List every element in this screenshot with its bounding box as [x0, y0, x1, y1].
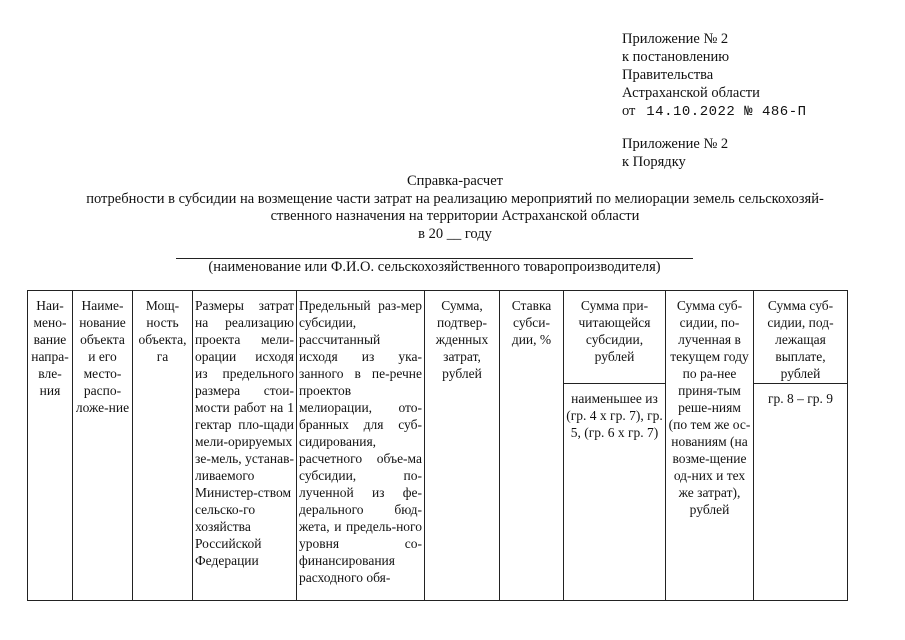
appendix-date-number: 14.10.2022 № 486-П — [646, 104, 807, 120]
appendix-order — [622, 135, 728, 171]
appendix-order-ref: к Порядку — [622, 154, 686, 170]
doc-title: Справка-расчет — [407, 173, 503, 189]
header-max-subsidy: Предельный раз-мер субсидии, рассчитанный исходя из ука-занного в пе-речне проектов мелиорации, ото-бранных для суб-сидирования, расчетного объе-ма субсидии, по-лученной из фе-дерального бюд-жета, и предель-ного уровня со-финансирования расходного обя- — [297, 291, 425, 601]
doc-title-year: в 20 __ году — [418, 226, 492, 242]
header-capacity: Мощ-ность объекта, га — [133, 291, 193, 601]
header-object: Наиме-нование объекта и его место-распо-ложе-ние — [73, 291, 133, 601]
appendix-to-resolution: к постановлению — [622, 49, 730, 65]
appendix-government: Правительства — [622, 67, 714, 83]
appendix-order-number: Приложение № 2 — [622, 136, 729, 152]
calculation-table — [27, 290, 848, 601]
header-subsidy-rate: Ставка субси-дии, % — [500, 291, 564, 601]
header-due-subsidy: Сумма при-читающейся субсидии, рублей — [564, 291, 666, 384]
header-confirmed-costs: Сумма, подтвер-жденных затрат, рублей — [425, 291, 500, 601]
header-cost-size: Размеры затрат на реализацию проекта мели-орации исходя из предельного размера стои-мости работ на 1 гектар пло-щади мели-орируемых зе-мель, устанав-ливаемого Министер-ством сельско-го хозяйства Российской Федерации — [193, 291, 297, 601]
header-received-subsidy: Сумма суб-сидии, по-лученная в текущем году по ра-нее приня-тым реше-ниям (по тем же ос-нованиям (на возме-щение од-них и тех же затрат), рублей — [666, 291, 754, 601]
formula-due-subsidy: наименьшее из (гр. 4 х гр. 7), гр. 5, (гр. 6 х гр. 7) — [564, 384, 666, 601]
appendix-date-line — [622, 102, 807, 121]
formula-payable-subsidy: гр. 8 – гр. 9 — [754, 384, 848, 601]
producer-caption: (наименование или Ф.И.О. сельскохозяйственного товаропроизводителя) — [208, 259, 661, 275]
doc-title-line3: ственного назначения на территории Астраханской области — [270, 208, 640, 224]
appendix-header — [622, 30, 807, 121]
header-payable-subsidy: Сумма суб-сидии, под-лежащая выплате, рублей — [754, 291, 848, 384]
appendix-date-prefix: от — [622, 103, 636, 119]
appendix-number: Приложение № 2 — [622, 31, 729, 47]
doc-title-line2: потребности в субсидии на возмещение части затрат на реализацию мероприятий по мелиорации земель сельскохозяй- — [86, 191, 824, 207]
appendix-region: Астраханской области — [622, 85, 760, 101]
header-direction: Наи-мено-вание напра-вле-ния — [28, 291, 73, 601]
